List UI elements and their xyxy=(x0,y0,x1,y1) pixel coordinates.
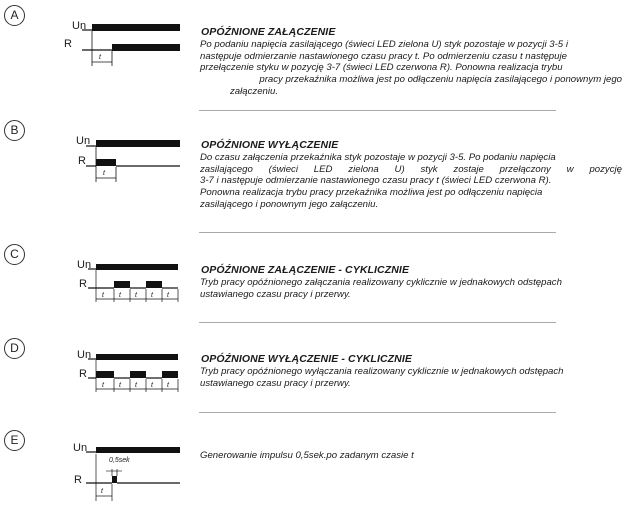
section-text-d xyxy=(200,366,625,389)
text-line: następuje odmierzanie nastawionego czasu pracy t. Po odmierzeniu czasu t następuje xyxy=(200,50,567,62)
text-line: 3-7 i następuje odmierzanie nastawionego czasu pracy t (świeci LED czerwona R). xyxy=(200,175,552,187)
label-t: t xyxy=(151,382,153,389)
waveform-a xyxy=(60,22,190,72)
label-r: R xyxy=(64,38,72,50)
text-line: Do czasu załączenia przekaźnika styk pozostaje w pozycji 3-5. Po podaniu napięcia xyxy=(200,152,556,163)
text-line: Tryb pracy opóźnionego załączania realizowany cyklicznie w jednakowych odstępach xyxy=(200,277,562,288)
label-r: R xyxy=(79,368,87,380)
label-r: R xyxy=(79,278,87,290)
label-r: R xyxy=(78,155,86,167)
label-un: Un xyxy=(77,349,92,361)
text-line: przełączenie styku w pozycję 3-7 (świeci LED czerwona R). Ponowna realizacja trybu xyxy=(200,62,563,74)
text-line: załączeniu. xyxy=(230,85,278,97)
section-badge-d: D xyxy=(4,338,25,359)
waveform-d xyxy=(60,352,185,397)
section-title-b: OPÓŹNIONE WYŁĄCZENIE xyxy=(201,139,339,151)
section-title-a: OPÓŹNIONE ZAŁĄCZENIE xyxy=(201,26,336,38)
waveform-b xyxy=(60,138,190,188)
section-badge-e: E xyxy=(4,430,25,451)
text-line: Po podaniu napięcia zasilającego (świeci LED zielona U) styk pozostaje w pozycji 3-5 i xyxy=(200,39,568,50)
label-un: Un xyxy=(72,20,87,32)
waveform-e xyxy=(60,443,185,505)
label-un: Un xyxy=(73,442,88,454)
section-text-c xyxy=(200,277,625,300)
text-line: ustawianego czasu pracy i przerwy. xyxy=(200,377,351,389)
label-r: R xyxy=(74,474,82,486)
label-pulse: 0,5sek xyxy=(109,457,130,464)
label-t: t xyxy=(102,382,104,389)
divider xyxy=(199,110,556,111)
label-t: t xyxy=(103,170,105,177)
divider xyxy=(199,412,556,413)
waveform-c xyxy=(60,262,185,307)
section-title-c: OPÓŹNIONE ZAŁĄCZENIE - CYKLICZNIE xyxy=(201,264,410,276)
label-t: t xyxy=(135,292,137,299)
label-t: t xyxy=(119,382,121,389)
text-line: Generowanie impulsu 0,5sek.po zadanym czasie t xyxy=(200,450,414,461)
label-t: t xyxy=(119,292,121,299)
text-line: ustawianego czasu pracy i przerwy. xyxy=(200,288,351,300)
label-t: t xyxy=(151,292,153,299)
section-badge-a: A xyxy=(4,5,25,26)
section-text-a xyxy=(200,39,622,98)
label-t: t xyxy=(102,292,104,299)
text-line: zasilającego i ponownym jego załączeniu. xyxy=(200,198,379,210)
section-text-e xyxy=(200,450,625,462)
section-badge-c: C xyxy=(4,244,25,265)
section-text-b xyxy=(200,152,622,211)
label-t: t xyxy=(101,488,103,495)
text-line: zasilającego (świeci LED zielona U) styk zostaje przełączony w pozycję xyxy=(200,163,622,175)
section-title-d: OPÓŹNIONE WYŁĄCZENIE - CYKLICZNIE xyxy=(201,353,412,365)
label-t: t xyxy=(167,292,169,299)
label-un: Un xyxy=(76,135,91,147)
label-t: t xyxy=(167,382,169,389)
text-line: Tryb pracy opóźnionego wyłączania realizowany cyklicznie w jednakowych odstępach xyxy=(200,366,564,377)
text-line: Ponowna realizacja trybu pracy przekaźnika możliwa jest po odłączeniu napięcia xyxy=(200,187,543,199)
text-line: pracy przekaźnika możliwa jest po odłączeniu napięcia zasilającego i ponownym jego xyxy=(259,74,622,86)
label-t: t xyxy=(135,382,137,389)
divider xyxy=(199,232,556,233)
label-t: t xyxy=(99,54,101,61)
label-un: Un xyxy=(77,259,92,271)
section-badge-b: B xyxy=(4,120,25,141)
divider xyxy=(199,322,556,323)
